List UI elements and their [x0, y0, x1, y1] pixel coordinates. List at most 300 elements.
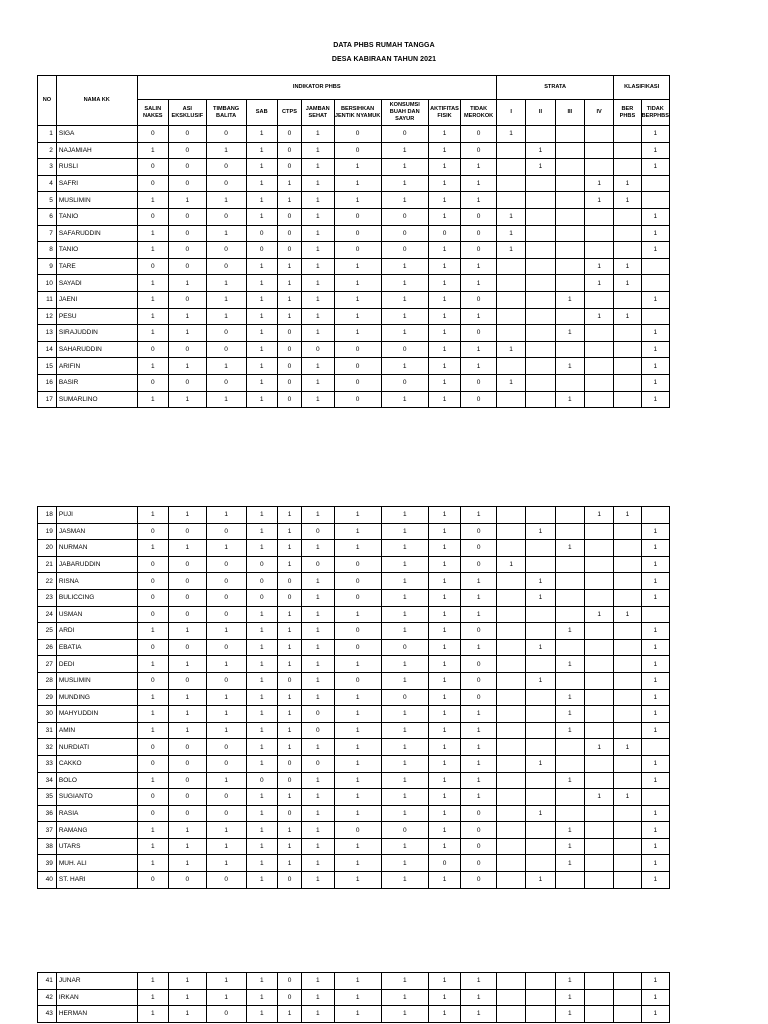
- row-value: [614, 973, 641, 990]
- table-row: [38, 639, 670, 656]
- row-value: 1: [137, 325, 168, 342]
- row-nama-kk: SAFRI: [56, 175, 137, 192]
- row-value: 1: [246, 192, 277, 209]
- row-value: 1: [334, 805, 381, 822]
- row-value: 0: [461, 855, 497, 872]
- row-nama-kk: UTARS: [56, 838, 137, 855]
- row-value: 0: [206, 639, 246, 656]
- table-row: [38, 208, 670, 225]
- row-value: 1: [302, 772, 334, 789]
- row-number: 20: [38, 540, 57, 557]
- row-value: 0: [168, 242, 206, 259]
- row-value: 1: [381, 308, 428, 325]
- row-value: 1: [277, 739, 301, 756]
- row-value: 1: [137, 540, 168, 557]
- row-value: [555, 589, 584, 606]
- row-value: 1: [381, 973, 428, 990]
- row-value: 1: [137, 989, 168, 1006]
- row-value: [526, 242, 555, 259]
- row-value: 1: [246, 623, 277, 640]
- table-row: [38, 142, 670, 159]
- row-nama-kk: BOLO: [56, 772, 137, 789]
- row-value: 1: [428, 391, 460, 408]
- row-value: 1: [526, 872, 555, 889]
- row-value: 0: [461, 391, 497, 408]
- row-value: 1: [641, 872, 669, 889]
- row-value: 0: [302, 755, 334, 772]
- row-value: 0: [169, 573, 207, 590]
- row-value: 1: [641, 126, 669, 143]
- row-value: 0: [334, 822, 381, 839]
- row-value: 0: [381, 689, 428, 706]
- row-value: [555, 126, 584, 143]
- row-value: 0: [334, 589, 381, 606]
- table-row: [38, 275, 670, 292]
- row-value: 1: [206, 989, 246, 1006]
- table-row: [38, 358, 670, 375]
- row-value: [496, 175, 525, 192]
- row-value: 0: [277, 755, 301, 772]
- row-value: [614, 291, 641, 308]
- row-value: 0: [277, 341, 301, 358]
- row-value: 1: [334, 308, 381, 325]
- row-value: 1: [641, 374, 669, 391]
- row-value: 1: [277, 706, 301, 723]
- row-value: 1: [555, 722, 584, 739]
- row-nama-kk: JABARUDDIN: [56, 556, 137, 573]
- document-title: DATA PHBS RUMAH TANGGA: [333, 42, 435, 49]
- row-value: 0: [137, 175, 168, 192]
- row-value: 1: [246, 789, 277, 806]
- row-value: 1: [277, 556, 301, 573]
- table-row: [38, 672, 670, 689]
- row-value: 1: [246, 606, 277, 623]
- row-number: 42: [38, 989, 57, 1006]
- row-value: 0: [206, 175, 246, 192]
- table-row: [38, 606, 670, 623]
- row-value: 1: [302, 672, 334, 689]
- row-value: 1: [137, 855, 168, 872]
- row-number: 35: [38, 789, 57, 806]
- row-value: [496, 159, 525, 176]
- row-value: 0: [206, 556, 246, 573]
- header-indikator-col: SALIN NAKES: [137, 100, 168, 126]
- row-value: 0: [169, 789, 207, 806]
- row-number: 10: [38, 275, 57, 292]
- table-row: [38, 772, 670, 789]
- row-value: [614, 573, 641, 590]
- row-value: 1: [206, 391, 246, 408]
- row-value: 0: [137, 159, 168, 176]
- row-value: 1: [641, 556, 669, 573]
- row-value: 1: [381, 855, 428, 872]
- row-value: 1: [206, 275, 246, 292]
- row-value: [641, 606, 669, 623]
- row-value: 1: [555, 973, 584, 990]
- row-number: 28: [38, 672, 57, 689]
- row-value: 0: [277, 225, 301, 242]
- header-nama-kk: NAMA KK: [56, 76, 137, 126]
- row-value: 0: [461, 623, 497, 640]
- row-value: 1: [168, 192, 206, 209]
- row-value: 0: [461, 208, 497, 225]
- row-value: [614, 374, 641, 391]
- table-row: [38, 192, 670, 209]
- row-value: 1: [526, 639, 555, 656]
- row-value: 1: [555, 822, 584, 839]
- row-value: [555, 872, 584, 889]
- row-number: 13: [38, 325, 57, 342]
- row-value: [555, 192, 584, 209]
- row-value: 1: [614, 739, 641, 756]
- row-nama-kk: BULICCING: [56, 589, 137, 606]
- row-value: [555, 341, 584, 358]
- row-value: 1: [428, 755, 460, 772]
- row-value: [585, 672, 614, 689]
- row-value: [584, 341, 613, 358]
- row-value: 1: [428, 507, 460, 524]
- row-value: 1: [461, 989, 497, 1006]
- row-value: 0: [461, 805, 497, 822]
- row-value: 0: [461, 689, 497, 706]
- row-value: [641, 789, 669, 806]
- row-value: [641, 175, 669, 192]
- row-number: 24: [38, 606, 57, 623]
- row-value: 0: [137, 805, 168, 822]
- row-value: [614, 1006, 641, 1023]
- row-value: 1: [461, 358, 497, 375]
- row-value: 1: [461, 755, 497, 772]
- row-value: 1: [334, 325, 381, 342]
- row-value: [641, 192, 669, 209]
- row-value: 1: [428, 1006, 460, 1023]
- row-value: 1: [206, 722, 246, 739]
- row-value: 1: [614, 789, 641, 806]
- row-value: [585, 623, 614, 640]
- row-value: [614, 225, 641, 242]
- row-value: 0: [246, 573, 277, 590]
- row-value: 1: [277, 275, 301, 292]
- row-value: 1: [641, 672, 669, 689]
- row-value: [614, 159, 641, 176]
- row-value: 1: [137, 308, 168, 325]
- row-value: 1: [334, 739, 381, 756]
- row-value: 1: [206, 225, 246, 242]
- row-value: 1: [428, 838, 460, 855]
- row-value: 1: [641, 242, 669, 259]
- row-value: 1: [277, 523, 301, 540]
- row-value: [496, 989, 525, 1006]
- row-value: [555, 258, 584, 275]
- row-value: 1: [302, 656, 334, 673]
- row-value: 1: [428, 573, 460, 590]
- row-value: 1: [206, 838, 246, 855]
- row-value: 1: [137, 822, 168, 839]
- row-value: 1: [302, 126, 334, 143]
- row-value: 1: [555, 391, 584, 408]
- row-nama-kk: MUSLIMIN: [56, 672, 137, 689]
- header-indikator-col: KONSUMSI BUAH DAN SAYUR: [381, 100, 428, 126]
- row-value: 0: [206, 1006, 246, 1023]
- row-value: 0: [168, 175, 206, 192]
- row-value: [585, 523, 614, 540]
- row-value: 1: [246, 291, 277, 308]
- row-value: [614, 208, 641, 225]
- row-value: 1: [246, 208, 277, 225]
- row-value: 1: [302, 805, 334, 822]
- row-nama-kk: SUMARLINO: [56, 391, 137, 408]
- table-row: [38, 623, 670, 640]
- row-value: 0: [302, 706, 334, 723]
- row-value: [555, 556, 584, 573]
- row-value: 0: [461, 242, 497, 259]
- row-value: 1: [169, 1006, 207, 1023]
- row-nama-kk: TANIO: [56, 208, 137, 225]
- header-klasifikasi: KLASIFIKASI: [614, 76, 670, 100]
- row-value: 0: [137, 872, 168, 889]
- table-row: [38, 507, 670, 524]
- row-value: 1: [614, 507, 641, 524]
- row-value: 1: [246, 341, 277, 358]
- row-value: [496, 258, 525, 275]
- row-value: [555, 275, 584, 292]
- row-value: [585, 1006, 614, 1023]
- row-value: [526, 258, 555, 275]
- row-nama-kk: MUSLIMIN: [56, 192, 137, 209]
- header-klasifikasi-col: BER PHBS: [614, 100, 641, 126]
- header-indikator-col: JAMBAN SEHAT: [302, 100, 334, 126]
- row-value: 1: [614, 192, 641, 209]
- row-value: [555, 755, 584, 772]
- row-value: 1: [641, 656, 669, 673]
- row-value: [641, 258, 669, 275]
- row-nama-kk: NURMAN: [56, 540, 137, 557]
- row-value: [555, 208, 584, 225]
- row-value: [555, 374, 584, 391]
- row-value: 0: [381, 341, 428, 358]
- table-row: [38, 391, 670, 408]
- row-value: 1: [428, 540, 460, 557]
- table-row: [38, 159, 670, 176]
- row-nama-kk: JUNAR: [56, 973, 137, 990]
- row-value: 1: [461, 507, 497, 524]
- row-value: [555, 639, 584, 656]
- row-nama-kk: IRKAN: [56, 989, 137, 1006]
- row-value: [641, 275, 669, 292]
- row-value: 1: [206, 291, 246, 308]
- row-value: 1: [461, 706, 497, 723]
- row-value: 1: [246, 540, 277, 557]
- row-value: [496, 308, 525, 325]
- row-value: [585, 822, 614, 839]
- row-number: 27: [38, 656, 57, 673]
- header-indikator-col: SAB: [246, 100, 277, 126]
- row-number: 26: [38, 639, 57, 656]
- row-value: 1: [137, 706, 168, 723]
- row-value: 1: [641, 523, 669, 540]
- row-value: 1: [137, 358, 168, 375]
- row-value: [585, 556, 614, 573]
- row-value: 1: [302, 855, 334, 872]
- row-value: 1: [555, 325, 584, 342]
- row-value: 1: [428, 772, 460, 789]
- row-value: 1: [614, 275, 641, 292]
- row-value: 1: [526, 589, 555, 606]
- row-nama-kk: SIRAJUDDIN: [56, 325, 137, 342]
- row-value: 0: [277, 325, 301, 342]
- table-row: [38, 689, 670, 706]
- row-value: 1: [334, 540, 381, 557]
- row-value: 1: [169, 973, 207, 990]
- row-value: 1: [428, 973, 460, 990]
- row-value: 1: [555, 855, 584, 872]
- row-value: [614, 639, 641, 656]
- row-value: 0: [381, 208, 428, 225]
- row-value: 0: [168, 159, 206, 176]
- row-value: 0: [206, 159, 246, 176]
- row-value: 0: [137, 606, 168, 623]
- row-value: 1: [169, 989, 207, 1006]
- table-row: [38, 706, 670, 723]
- row-value: 1: [496, 208, 525, 225]
- row-value: 1: [428, 556, 460, 573]
- row-number: 40: [38, 872, 57, 889]
- row-value: 1: [614, 308, 641, 325]
- row-value: [526, 358, 555, 375]
- row-value: 1: [334, 772, 381, 789]
- row-value: 0: [302, 722, 334, 739]
- row-value: 0: [168, 374, 206, 391]
- row-value: 1: [334, 838, 381, 855]
- row-value: [614, 556, 641, 573]
- row-value: 1: [246, 1006, 277, 1023]
- row-value: [614, 341, 641, 358]
- row-value: 1: [381, 556, 428, 573]
- row-value: 1: [206, 540, 246, 557]
- row-number: 12: [38, 308, 57, 325]
- row-value: 0: [169, 523, 207, 540]
- row-nama-kk: RUSLI: [56, 159, 137, 176]
- row-value: [526, 838, 555, 855]
- header-strata-col: I: [496, 100, 525, 126]
- row-value: [496, 805, 525, 822]
- row-value: 1: [302, 589, 334, 606]
- row-number: 8: [38, 242, 57, 259]
- row-value: 0: [277, 989, 301, 1006]
- row-value: 0: [206, 755, 246, 772]
- row-number: 18: [38, 507, 57, 524]
- row-value: 1: [334, 722, 381, 739]
- row-value: 1: [334, 275, 381, 292]
- row-value: 1: [428, 822, 460, 839]
- row-value: 1: [641, 755, 669, 772]
- row-value: [526, 822, 555, 839]
- row-value: [496, 672, 525, 689]
- row-value: 0: [137, 755, 168, 772]
- row-value: 1: [641, 722, 669, 739]
- row-value: 0: [277, 159, 301, 176]
- row-value: 1: [137, 291, 168, 308]
- row-value: 1: [168, 275, 206, 292]
- row-value: 1: [168, 391, 206, 408]
- row-value: [641, 739, 669, 756]
- row-value: 0: [168, 142, 206, 159]
- row-value: 1: [526, 755, 555, 772]
- row-value: 1: [302, 872, 334, 889]
- row-value: 1: [206, 772, 246, 789]
- row-value: 1: [302, 789, 334, 806]
- row-value: 0: [168, 208, 206, 225]
- row-value: [555, 523, 584, 540]
- row-number: 17: [38, 391, 57, 408]
- row-number: 39: [38, 855, 57, 872]
- row-value: 0: [168, 291, 206, 308]
- row-value: 0: [168, 341, 206, 358]
- row-value: [555, 225, 584, 242]
- row-value: [526, 989, 555, 1006]
- header-strata: STRATA: [496, 76, 613, 100]
- row-number: 21: [38, 556, 57, 573]
- row-value: 1: [169, 706, 207, 723]
- row-value: 1: [381, 142, 428, 159]
- row-value: 1: [169, 855, 207, 872]
- row-value: 0: [461, 672, 497, 689]
- row-value: 1: [461, 722, 497, 739]
- row-value: 1: [246, 374, 277, 391]
- row-number: 14: [38, 341, 57, 358]
- row-value: 0: [277, 374, 301, 391]
- row-number: 36: [38, 805, 57, 822]
- row-value: 1: [585, 739, 614, 756]
- row-value: 0: [277, 772, 301, 789]
- row-value: [496, 358, 525, 375]
- header-klasifikasi-col: TIDAK BERPHBS: [641, 100, 669, 126]
- row-value: [496, 325, 525, 342]
- row-value: 0: [302, 341, 334, 358]
- row-value: 0: [334, 358, 381, 375]
- row-value: 1: [461, 772, 497, 789]
- row-value: 0: [461, 126, 497, 143]
- row-nama-kk: BASIR: [56, 374, 137, 391]
- row-value: [496, 1006, 525, 1023]
- row-value: [614, 772, 641, 789]
- row-value: 0: [206, 341, 246, 358]
- row-value: 1: [555, 838, 584, 855]
- row-nama-kk: PUJI: [56, 507, 137, 524]
- row-value: 1: [428, 789, 460, 806]
- row-value: 1: [334, 159, 381, 176]
- row-value: 1: [302, 175, 334, 192]
- row-value: [614, 872, 641, 889]
- table-row: [38, 540, 670, 557]
- row-value: 1: [169, 507, 207, 524]
- row-value: 1: [246, 258, 277, 275]
- row-value: [584, 325, 613, 342]
- row-number: 37: [38, 822, 57, 839]
- row-value: [526, 391, 555, 408]
- row-value: 1: [206, 308, 246, 325]
- row-number: 41: [38, 973, 57, 990]
- row-value: [526, 192, 555, 209]
- header-indikator-col: BERSIHKAN JENTIK NYAMUK: [334, 100, 381, 126]
- row-value: 1: [277, 822, 301, 839]
- row-value: 0: [381, 225, 428, 242]
- row-value: 1: [461, 573, 497, 590]
- row-value: 1: [641, 341, 669, 358]
- row-value: 1: [246, 973, 277, 990]
- row-value: 1: [641, 838, 669, 855]
- row-value: 1: [137, 391, 168, 408]
